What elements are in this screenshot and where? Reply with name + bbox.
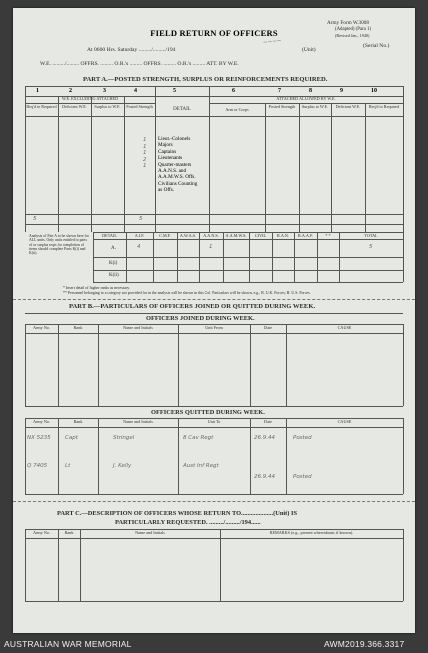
part-a-heading: PART A.—POSTED STRENGTH, SURPLUS OR REINFORCEMENTS REQUIRED.	[83, 76, 328, 83]
form-number: Army Form W.3008	[327, 20, 369, 26]
part-c-heading: PART C.—DESCRIPTION OF OFFICERS WHOSE RETURN TO....................(Unit) IS	[57, 510, 298, 517]
hdr-surplus-left: Surplus to W.E.	[94, 104, 121, 109]
q2-unit: Aust Inf Regt	[183, 463, 219, 469]
col-num-8: 8	[309, 88, 312, 94]
an-hdr-detail: DETAIL	[102, 233, 117, 238]
col-num-5: 5	[173, 88, 176, 94]
rank-quarter-masters: Quarter-masters	[158, 161, 192, 168]
col-num-6: 6	[232, 88, 235, 94]
count-qm: 1	[143, 163, 147, 169]
an-hdr-ran: R.A.N.	[277, 233, 289, 238]
q2-date: 26.9.44	[254, 474, 275, 480]
rank-captains: Captains	[158, 148, 177, 155]
q-hdr-unit-to: Unit To	[207, 419, 221, 424]
q-hdr-cause: CAUSE	[337, 419, 352, 424]
q1-cause: Posted	[293, 435, 312, 441]
an-total-count: 5	[369, 244, 373, 250]
serial-label: (Serial No.)	[363, 43, 390, 49]
col-num-1: 1	[36, 88, 39, 94]
q2-army-no: Q 7405	[27, 463, 48, 469]
total-posted: 5	[139, 216, 143, 222]
j-hdr-date: Date	[264, 325, 272, 330]
q-hdr-name: Name and Initials	[123, 419, 153, 424]
an-hdr-total: TOTAL	[364, 233, 378, 238]
analysis-note: Analysis of Part A to be shown here for ALL units. Only units entitled to parts of or surplus reqts for completion of items should complete Parts K(i) and K(ii).	[29, 234, 89, 256]
an-aans-count: 1	[209, 244, 213, 250]
an-hdr-awas: A.W.A.S.	[179, 233, 197, 238]
handwriting-unit: ~~~~	[262, 38, 282, 46]
hdr-posted-left: Posted Strength	[126, 104, 153, 109]
hdr-posted-right: Posted Strength	[268, 104, 296, 109]
c-hdr-army-no: Army No.	[33, 530, 50, 535]
q1-army-no: NX 5235	[27, 435, 51, 441]
we-line: W.E. ........./......... OFFRS. ......... O.R.'s ......... OFFRS. ......... O.R.'s ......... ATT. BY W.E.	[40, 61, 239, 67]
count-lt-col: 1	[143, 137, 147, 143]
q2-rank: Lt	[65, 463, 71, 469]
hours-line: At 0600 Hrs. Saturday ........./........./194	[87, 47, 176, 53]
an-hdr-aif: A.I.F.	[134, 233, 145, 238]
q2-cause: Posted	[293, 474, 312, 480]
an-hdr-civil: CIVIL	[254, 233, 267, 238]
q-hdr-date: Date	[264, 419, 272, 424]
q1-name: Stringel	[113, 435, 135, 441]
an-hdr-other: * *	[325, 233, 331, 238]
q1-unit: 8 Cav Regt	[183, 435, 214, 441]
rank-lieut-colonels: Lieut.-Colonels	[158, 136, 191, 142]
count-majors: 1	[143, 144, 147, 150]
att-group-header: ATTACHED ALLOWED BY W.E.	[276, 96, 336, 101]
j-hdr-unit-from: Unit From	[205, 325, 223, 330]
an-hdr-aamws: A.A.M.W.S.	[225, 233, 247, 238]
q-hdr-rank: Rank	[73, 419, 83, 424]
we-group-header: W.E. EXCLUDING ATTACHED	[61, 96, 119, 101]
rank-aamws: A.A.M.W.S. Offs.	[158, 174, 196, 181]
j-hdr-cause: CAUSE	[337, 325, 352, 330]
rank-civilians: Civilians Counting	[158, 180, 198, 187]
q-hdr-army-no: Army No.	[33, 419, 50, 424]
an-hdr-cmf: C.M.F.	[159, 233, 171, 238]
form-title: FIELD RETURN OF OFFICERS	[150, 28, 278, 38]
rank-lieutenants: Lieutenants	[158, 155, 183, 162]
total-left: 5	[33, 216, 37, 222]
part-c-heading-2: PARTICULARLY REQUESTED. ........./........./194......	[115, 519, 261, 526]
footer-right: AWM2019.366.3317	[324, 639, 405, 649]
q2-name: J. Kelly	[113, 463, 132, 469]
rank-majors: Majors	[158, 142, 173, 149]
an-hdr-aans: A.A.N.S.	[203, 233, 219, 238]
part-b-heading: PART B.—PARTICULARS OF OFFICERS JOINED OR QUITTED DURING WEEK.	[69, 303, 316, 310]
an-row-a: A.	[111, 246, 116, 251]
rank-aans: A.A.N.S. and	[158, 168, 187, 175]
an-aif-count: 4	[137, 244, 141, 250]
c-hdr-rank: Rank	[64, 530, 74, 535]
j-hdr-name: Name and Initials	[123, 325, 153, 330]
hdr-surplus-right: Surplus to W.E.	[301, 104, 329, 109]
an-row-ki: K(i)	[109, 261, 118, 266]
col-num-9: 9	[340, 88, 343, 94]
hdr-required-right: Req'd to Required	[368, 104, 400, 109]
j-hdr-army-no: Army No.	[33, 325, 50, 330]
joined-title: OFFICERS JOINED DURING WEEK.	[146, 315, 255, 322]
col-num-2: 2	[69, 88, 72, 94]
c-hdr-remarks: REMARKS (e.g., present whereabouts if known).	[269, 530, 354, 535]
count-lieutenants: 2	[143, 157, 147, 163]
footnote-2: ** Personnel belonging to a category not provided for in the analysis will be shown in this Col. Particulars will be shown, e.g., B. U.K. Forces; H. U.S. Forces.	[63, 291, 311, 295]
ranks-list	[158, 136, 197, 194]
hdr-deficient-right: Deficient W.E.	[335, 104, 361, 109]
q1-date: 26.9.44	[254, 435, 275, 441]
footer-left: AUSTRALIAN WAR MEMORIAL	[4, 639, 132, 649]
an-hdr-raaf: R.A.A.F.	[297, 233, 314, 238]
col-num-7: 7	[278, 88, 281, 94]
col-num-4: 4	[134, 88, 137, 94]
c-hdr-name: Name and Initials	[135, 530, 165, 535]
form-revised: (Revised Jan., 1940)	[335, 33, 370, 38]
col-num-10: 10	[371, 88, 377, 94]
hdr-deficient-left: Deficient W.E.	[62, 104, 87, 109]
form-adapted: (Adapted) (Para 1)	[335, 27, 371, 32]
hdr-detail: DETAIL	[173, 107, 191, 112]
hdr-required-left: Req'd to Required	[26, 104, 57, 109]
count-captains: 1	[143, 150, 147, 156]
unit-label: (Unit)	[302, 47, 316, 53]
an-row-kii: K(ii)	[109, 273, 119, 278]
col-num-3: 3	[103, 88, 106, 94]
rank-civilians-2: as Offs.	[158, 187, 175, 194]
quitted-title: OFFICERS QUITTED DURING WEEK.	[151, 409, 265, 416]
hdr-arm-corps: Arm or Corps	[225, 107, 249, 112]
j-hdr-rank: Rank	[73, 325, 83, 330]
form-sheet	[13, 8, 415, 633]
q1-rank: Capt	[65, 435, 78, 441]
footnote-1: * Insert detail of higher ranks as necessary.	[63, 286, 130, 290]
